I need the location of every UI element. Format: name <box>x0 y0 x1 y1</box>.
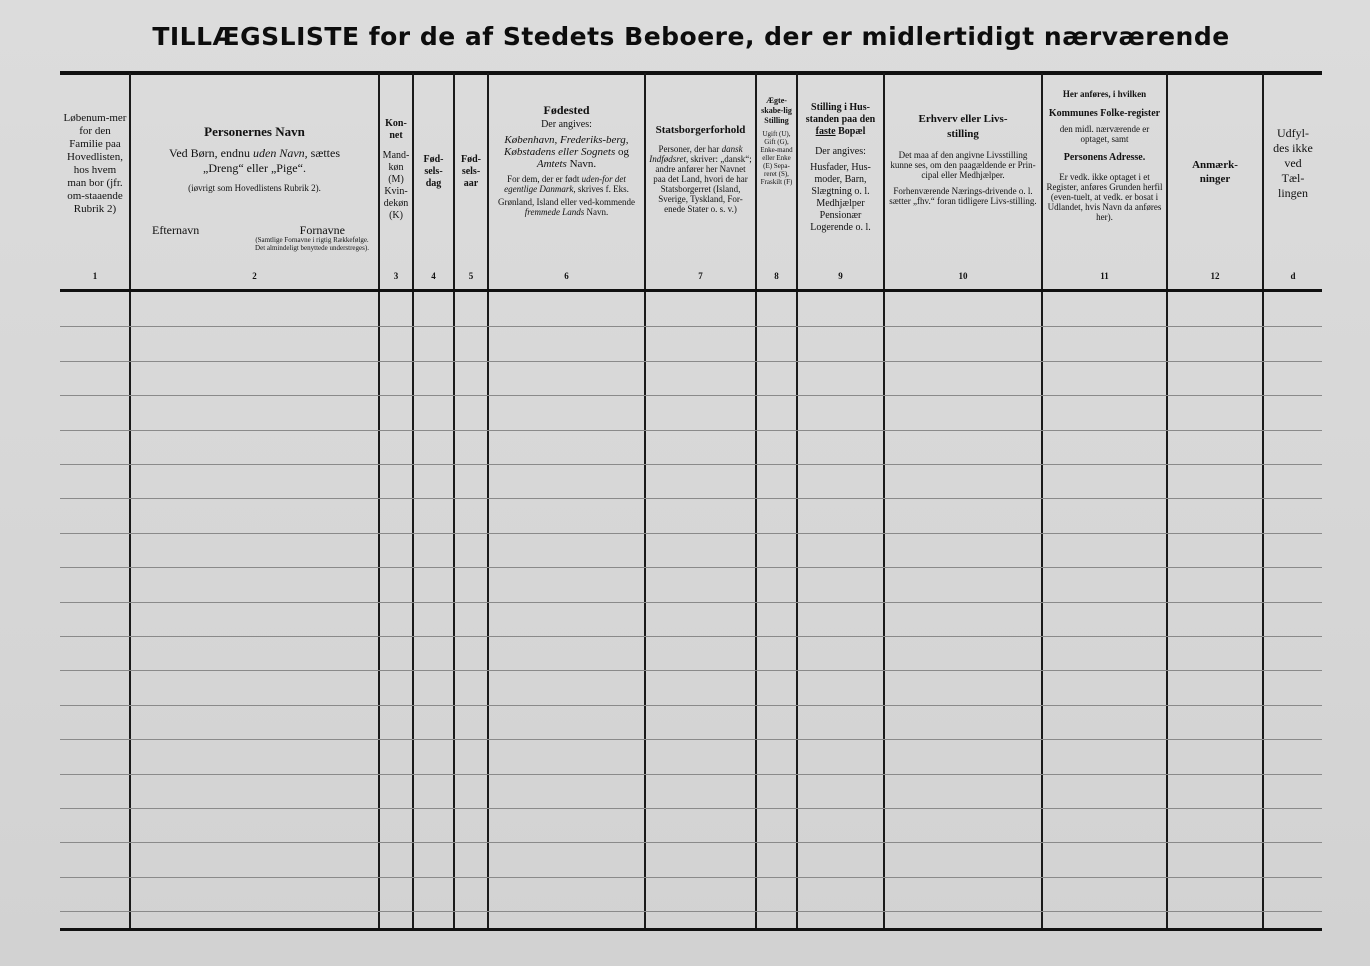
entry-row-line <box>60 739 1322 740</box>
col-11-number: 11 <box>1100 271 1109 281</box>
col-12-number: 12 <box>1210 271 1220 281</box>
col-8-number: 8 <box>774 271 779 281</box>
col-2-heading: Personernes Navn <box>204 124 305 139</box>
header-col-6 <box>489 78 644 270</box>
header-col-10 <box>885 78 1041 270</box>
col-2-note: (iøvrigt som Hovedlistens Rubrik 2). <box>188 183 321 193</box>
col-9-number: 9 <box>838 271 843 281</box>
header-col-7 <box>646 78 755 270</box>
col-10-p2: Forhenværende Nærings-drivende o. l. sætter „fhv.“ foran tidligere Livs-stilling. <box>889 186 1037 206</box>
entry-row-line <box>60 808 1322 809</box>
bottom-rule <box>60 928 1322 931</box>
entry-row-line <box>60 774 1322 775</box>
col-11-p1: den midl. nærværende er optaget, samt <box>1059 124 1150 144</box>
col-6-places: København, Frederiks-berg, Købstadens eller Sognets og Amtets Navn. <box>504 134 629 170</box>
header-col-5 <box>455 78 487 270</box>
fornavne-note: (Samtlige Fornavne i rigtig Rækkefølge. Det almindeligt benyttede understreges). <box>255 236 369 252</box>
col-8-heading: Ægte-skabe-lig Stilling <box>761 96 792 125</box>
top-rule <box>60 71 1322 75</box>
col-2-subheadings <box>134 224 375 236</box>
form-title: TILLÆGSLISTE for de af Stedets Beboere, der er midlertidigt nærværende <box>152 22 1230 51</box>
col-7-text: Personer, der har dansk Indfødsret, skriver: „dansk“; andre anfører her Navnet paa det Land, hvori de har Statsborgerret (Island, Sverige, Tyskland, For-enede Stater o. s. v.) <box>649 144 752 214</box>
col-6-sub: Der angives: <box>541 119 592 130</box>
col-11-top: Her anføres, i hvilken <box>1062 89 1147 99</box>
entry-row-line <box>60 670 1322 671</box>
entry-row-line <box>60 911 1322 912</box>
col-10-p1: Det maa af den angivne Livsstilling kunne ses, om den paagældende er Prin-cipal eller Medhjælper. <box>890 150 1036 180</box>
entry-row-line <box>60 361 1322 362</box>
col-6-number: 6 <box>564 271 569 281</box>
efternavn-label: Efternavn <box>152 223 200 237</box>
col-10-heading: Erhverv eller Livs-stilling <box>918 113 1008 140</box>
col-11-heading-1: Kommunes Folke-register <box>1048 108 1161 119</box>
header-col-3 <box>380 78 412 270</box>
col-13-number: d <box>1290 271 1296 281</box>
col-12-heading: Anmærk-ninger <box>1192 159 1238 185</box>
col-3-text: Mand-køn (M) Kvin-dekøn (K) <box>382 150 410 221</box>
col-8-text: Ugift (U), Gift (G), Enke-mand eller Enke (E) Sepa-reret (S), Fraskilt (F) <box>760 130 793 186</box>
col-10-number: 10 <box>958 271 968 281</box>
col-9-text: Husfader, Hus-moder, Barn, Slægtning o. l. Medhjælper Pensionær Logerende o. l. <box>810 162 871 233</box>
header-col-8 <box>757 78 796 270</box>
col-13-text: Udfyl-des ikke ved Tæl-lingen <box>1273 126 1313 200</box>
col-4-heading: Fød-sels-dag <box>423 154 444 189</box>
entry-row-line <box>60 395 1322 396</box>
header-col-11 <box>1043 78 1166 270</box>
col-7-heading: Statsborgerforhold <box>655 124 746 136</box>
entry-row-line <box>60 842 1322 843</box>
fornavne-label: Fornavne <box>299 223 345 237</box>
col-5-heading: Fød-sels-aar <box>461 154 481 189</box>
header-col-2 <box>131 78 378 270</box>
entry-row-line <box>60 567 1322 568</box>
entry-row-line <box>60 464 1322 465</box>
entry-row-line <box>60 705 1322 706</box>
entry-row-line <box>60 498 1322 499</box>
header-col-4 <box>414 78 453 270</box>
header-col-12 <box>1168 78 1262 270</box>
col-11-heading-2: Personens Adresse. <box>1063 152 1146 163</box>
entry-rows <box>60 292 1322 928</box>
col-6-abroad: For dem, der er født uden-for det egentlige Danmark, skrives f. Eks. <box>504 174 629 194</box>
entry-row-line <box>60 430 1322 431</box>
col-1-number: 1 <box>92 271 98 281</box>
entry-row-line <box>60 602 1322 603</box>
header-col-9 <box>798 78 883 270</box>
entry-row-line <box>60 533 1322 534</box>
col-9-sub: Der angives: <box>815 146 866 157</box>
col-7-number: 7 <box>698 271 703 281</box>
col-3-heading: Kon-net <box>385 118 407 141</box>
entry-row-line <box>60 636 1322 637</box>
col-9-heading: Stilling i Hus-standen paa den faste Bopæl <box>805 102 876 137</box>
col-3-number: 3 <box>393 271 399 281</box>
col-5-number: 5 <box>468 271 474 281</box>
entry-row-line <box>60 326 1322 327</box>
col-6-foreign: Grønland, Island eller ved-kommende fremmede Lands Navn. <box>498 197 635 217</box>
col-4-number: 4 <box>431 271 436 281</box>
col-2-number: 2 <box>252 271 257 281</box>
col-11-p2: Er vedk. ikke optaget i et Register, anføres Grunden herfil (even-tuelt, at vedk. er bosat i Udlandet, hvis Navn da anføres her). <box>1046 172 1163 222</box>
col-2-instruction: Ved Børn, endnu uden Navn, sættes „Dreng“ eller „Pige“. <box>169 146 340 175</box>
col-1-text: Løbenum-mer for den Familie paa Hovedlisten, hos hvem man bor (jfr. om-staaende Rubrik 2) <box>63 112 127 215</box>
entry-row-line <box>60 877 1322 878</box>
col-6-heading: Fødested <box>543 103 590 117</box>
